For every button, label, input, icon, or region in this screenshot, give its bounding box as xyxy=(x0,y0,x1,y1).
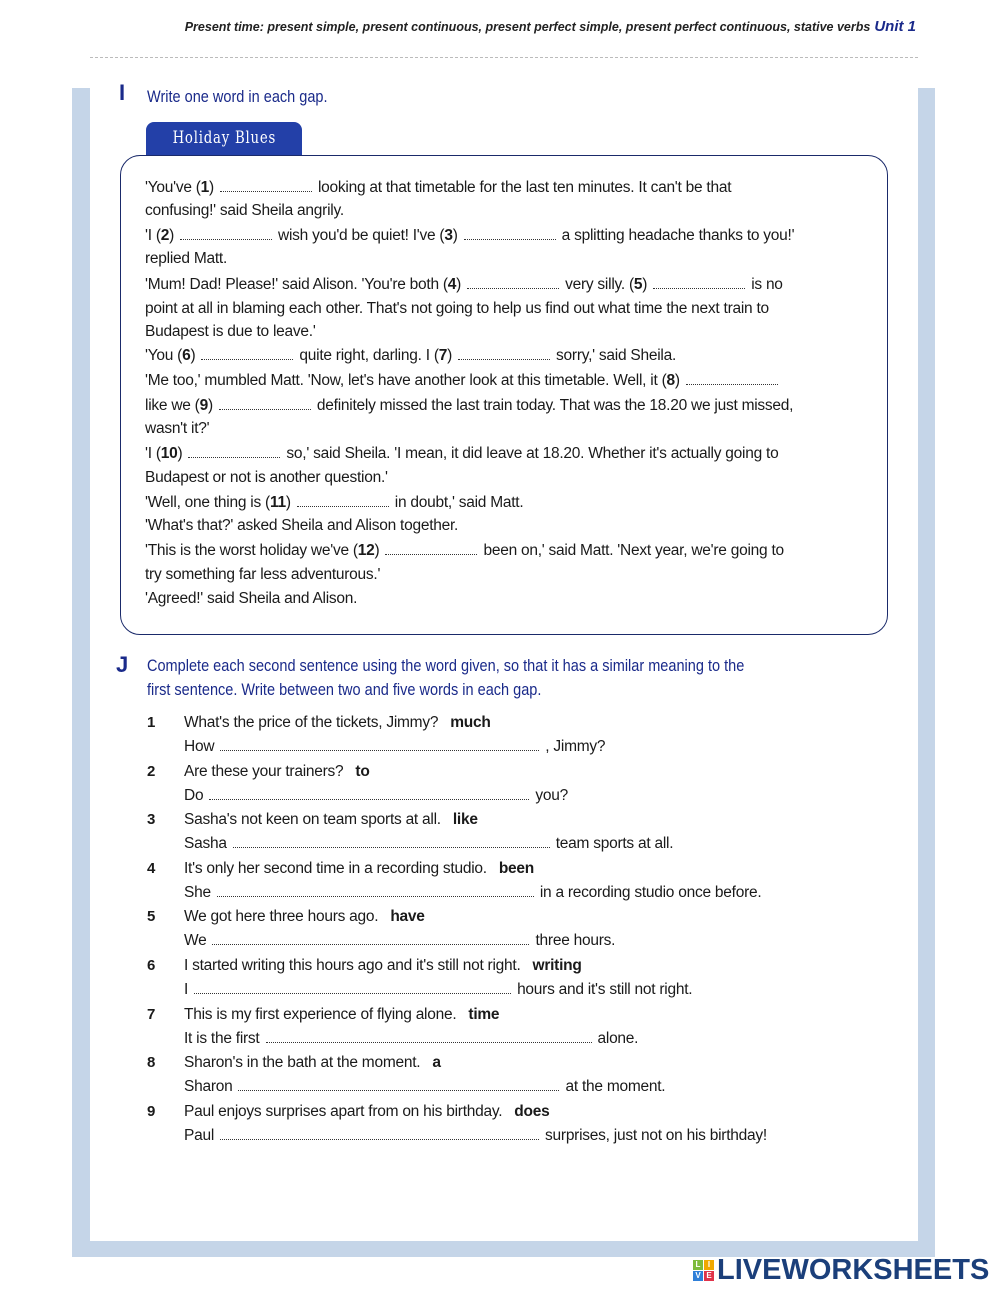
story-text-segment: 'You ( xyxy=(145,347,183,364)
story-text-segment: 'I ( xyxy=(145,445,161,462)
story-text-segment: 'Agreed!' said Sheila and Alison. xyxy=(145,590,358,607)
answer-start: It is the first xyxy=(184,1029,260,1047)
story-text-segment: 'Mum! Dad! Please!' said Alison. 'You're both ( xyxy=(145,276,448,293)
gap-number: 2 xyxy=(160,227,170,244)
item-answer-line xyxy=(184,1078,665,1096)
story-text-segment: is no xyxy=(751,276,783,293)
item-answer-line xyxy=(184,981,692,999)
answer-gap[interactable] xyxy=(385,542,477,555)
answer-gap[interactable] xyxy=(458,347,550,360)
logo-text: LIVEWORKSHEETS xyxy=(717,1254,990,1286)
logo-squares-icon: L I V E xyxy=(693,1260,714,1281)
item-prompt xyxy=(184,1054,441,1072)
story-line xyxy=(145,396,793,416)
story-text-segment: 'Me too,' mumbled Matt. 'Now, let's have another look at this timetable. Well, it ( xyxy=(145,372,667,389)
story-text-segment: ) xyxy=(285,494,291,511)
item-sentence: Paul enjoys surprises apart from on his birthday. xyxy=(184,1102,503,1120)
answer-gap[interactable] xyxy=(233,835,550,848)
story-text-segment: wasn't it?' xyxy=(145,420,210,437)
key-word: much xyxy=(450,714,491,731)
story-line xyxy=(145,322,316,342)
story-line xyxy=(145,275,783,295)
gap-number: 10 xyxy=(160,445,178,462)
gap-number: 8 xyxy=(666,372,675,389)
answer-gap[interactable] xyxy=(188,445,280,458)
story-line xyxy=(145,493,523,513)
answer-gap[interactable] xyxy=(209,787,529,800)
story-text-segment: like we ( xyxy=(145,397,200,414)
answer-start: Do xyxy=(184,786,204,804)
answer-gap[interactable] xyxy=(653,276,745,289)
story-line xyxy=(145,468,388,488)
item-prompt xyxy=(184,714,491,732)
section-i-letter: I xyxy=(119,80,126,105)
story-text-segment: definitely missed the last train today. That was the 18.20 we just missed, xyxy=(316,397,794,414)
answer-gap[interactable] xyxy=(220,179,312,192)
gap-number: 12 xyxy=(357,542,375,559)
answer-gap[interactable] xyxy=(266,1030,592,1043)
item-answer-line xyxy=(184,835,673,853)
item-number: 3 xyxy=(147,811,156,829)
story-text-segment: Budapest is due to leave.' xyxy=(145,323,316,340)
story-text-segment: ) xyxy=(674,372,680,389)
answer-start: Paul xyxy=(184,1126,215,1144)
item-prompt xyxy=(184,1103,549,1121)
item-prompt xyxy=(184,811,478,829)
item-prompt xyxy=(184,1006,499,1024)
story-text-segment: try something far less adventurous.' xyxy=(145,566,381,583)
story-text-segment: very silly. ( xyxy=(565,276,634,293)
story-text-segment: 'This is the worst holiday we've ( xyxy=(145,542,358,559)
story-text-segment: been on,' said Matt. 'Next year, we're going to xyxy=(483,542,784,559)
key-word: have xyxy=(390,908,425,926)
gap-number: 4 xyxy=(447,276,457,293)
story-text-segment: so,' said Sheila. 'I mean, it did leave at 18.20. Whether it's actually going to xyxy=(286,445,779,462)
story-text-segment: point at all in blaming each other. That's not going to help us find out what time the next train to xyxy=(145,300,769,317)
story-text-segment: confusing!' said Sheila angrily. xyxy=(145,202,344,219)
item-answer-line xyxy=(184,787,568,805)
answer-gap[interactable] xyxy=(464,227,556,240)
story-text-segment: ) xyxy=(374,542,380,559)
item-sentence: This is my first experience of flying alone. xyxy=(184,1005,457,1023)
gap-number: 6 xyxy=(182,347,191,364)
item-number: 8 xyxy=(147,1054,156,1072)
liveworksheets-logo xyxy=(693,1254,989,1287)
story-text-segment: Budapest or not is another question.' xyxy=(145,469,388,486)
answer-gap[interactable] xyxy=(220,1127,539,1140)
story-line xyxy=(145,419,209,439)
answer-gap[interactable] xyxy=(467,276,559,289)
item-prompt xyxy=(184,957,582,975)
answer-gap[interactable] xyxy=(686,372,778,385)
answer-end: hours and it's still not right. xyxy=(517,981,693,998)
section-j-instruction-2: first sentence. Write between two and five words in each gap. xyxy=(147,681,542,699)
answer-end: team sports at all. xyxy=(555,835,674,853)
story-text-segment: wish you'd be quiet! I've ( xyxy=(278,227,445,244)
answer-start: She xyxy=(184,883,211,901)
key-word: does xyxy=(514,1102,550,1120)
gap-number: 1 xyxy=(200,179,210,196)
story-line xyxy=(145,346,676,366)
story-text-segment: ) xyxy=(177,445,183,462)
item-sentence: Are these your trainers? xyxy=(184,762,344,780)
gap-number: 7 xyxy=(438,347,448,364)
story-line xyxy=(145,589,357,609)
item-answer-line xyxy=(184,1030,638,1048)
section-j-instruction-1: Complete each second sentence using the word given, so that it has a similar meaning to the xyxy=(147,657,745,675)
answer-gap[interactable] xyxy=(212,932,529,945)
item-answer-line xyxy=(184,738,605,756)
story-text-segment: replied Matt. xyxy=(145,250,228,267)
section-j-letter: J xyxy=(116,652,129,677)
story-line xyxy=(145,249,227,269)
story-text-segment: a splitting headache thanks to you!' xyxy=(561,227,795,244)
story-text-segment: ) xyxy=(642,276,648,293)
answer-end: alone. xyxy=(597,1029,639,1047)
item-answer-line xyxy=(184,932,615,950)
answer-gap[interactable] xyxy=(219,397,311,410)
answer-gap[interactable] xyxy=(201,347,293,360)
item-sentence: Sharon's in the bath at the moment. xyxy=(184,1054,421,1072)
item-prompt xyxy=(184,860,534,878)
item-number: 5 xyxy=(147,908,156,926)
story-line xyxy=(145,371,784,391)
story-text-segment: ) xyxy=(209,179,214,196)
story-text-segment: sorry,' said Sheila. xyxy=(556,347,677,364)
gap-number: 11 xyxy=(269,494,286,511)
story-text-segment: ) xyxy=(456,276,462,293)
item-prompt xyxy=(184,908,425,926)
story-text-segment: quite right, darling. I ( xyxy=(299,347,439,364)
answer-gap[interactable] xyxy=(217,884,534,897)
story-text-segment: in doubt,' said Matt. xyxy=(394,494,524,511)
answer-gap[interactable] xyxy=(180,227,272,240)
story-text-segment: 'You've ( xyxy=(145,179,201,196)
running-title: Present time: present simple, present continuous, present perfect simple, present perfect continuous, stative verbs xyxy=(184,20,871,34)
answer-end: surprises, just not on his birthday! xyxy=(545,1126,767,1144)
key-word: time xyxy=(468,1005,500,1023)
answer-end: in a recording studio once before. xyxy=(539,883,762,901)
key-word: like xyxy=(452,811,478,829)
answer-start: Sharon xyxy=(184,1078,233,1096)
key-word: writing xyxy=(532,957,582,974)
answer-gap[interactable] xyxy=(238,1078,559,1091)
gap-number: 5 xyxy=(633,276,643,293)
answer-gap[interactable] xyxy=(220,738,539,751)
item-answer-line xyxy=(184,1127,767,1145)
story-text-segment: ) xyxy=(207,397,213,414)
item-number: 2 xyxy=(147,762,156,780)
story-title: Holiday Blues xyxy=(172,128,276,148)
item-sentence: It's only her second time in a recording studio. xyxy=(184,859,487,877)
story-line xyxy=(145,444,778,464)
item-answer-line xyxy=(184,884,761,902)
story-line xyxy=(145,299,769,319)
story-text-segment: ) xyxy=(190,347,196,364)
answer-start: I xyxy=(184,981,189,998)
item-number: 1 xyxy=(147,714,156,731)
answer-start: We xyxy=(184,932,207,950)
gap-number: 9 xyxy=(199,397,208,414)
story-line xyxy=(145,178,731,198)
answer-end: you? xyxy=(535,786,568,804)
item-sentence: We got here three hours ago. xyxy=(184,908,379,926)
story-line xyxy=(145,565,380,585)
story-line xyxy=(145,226,794,246)
story-text-segment: 'I ( xyxy=(145,227,161,244)
item-number: 4 xyxy=(147,859,156,877)
story-text-segment: 'Well, one thing is ( xyxy=(145,494,270,511)
answer-start: Sasha xyxy=(184,835,227,853)
item-sentence: I started writing this hours ago and it's still not right. xyxy=(184,957,521,974)
item-number: 7 xyxy=(147,1005,156,1023)
story-line xyxy=(145,541,784,561)
gap-number: 3 xyxy=(444,227,453,244)
answer-end: , Jimmy? xyxy=(545,738,606,755)
answer-gap[interactable] xyxy=(194,981,511,994)
running-header xyxy=(185,18,916,35)
item-number: 9 xyxy=(147,1102,156,1120)
story-title-tab xyxy=(146,122,302,155)
answer-end: three hours. xyxy=(535,932,616,950)
key-word: to xyxy=(355,762,370,780)
answer-end: at the moment. xyxy=(565,1078,666,1096)
story-text-segment: ) xyxy=(169,227,175,244)
answer-gap[interactable] xyxy=(297,494,389,507)
story-line xyxy=(145,201,344,221)
key-word: been xyxy=(498,859,535,877)
story-text-segment: looking at that timetable for the last ten minutes. It can't be that xyxy=(317,179,732,196)
item-number: 6 xyxy=(147,957,156,974)
item-sentence: What's the price of the tickets, Jimmy? xyxy=(184,714,439,731)
story-text-segment: ) xyxy=(447,347,453,364)
story-text-segment: 'What's that?' asked Sheila and Alison together. xyxy=(145,517,459,534)
story-line xyxy=(145,516,458,536)
item-prompt xyxy=(184,763,370,781)
key-word: a xyxy=(432,1054,441,1072)
unit-label: Unit 1 xyxy=(874,18,916,35)
answer-start: How xyxy=(184,738,215,755)
item-sentence: Sasha's not keen on team sports at all. xyxy=(184,811,441,829)
section-i-instruction: Write one word in each gap. xyxy=(147,88,328,106)
story-text-segment: ) xyxy=(452,227,458,244)
